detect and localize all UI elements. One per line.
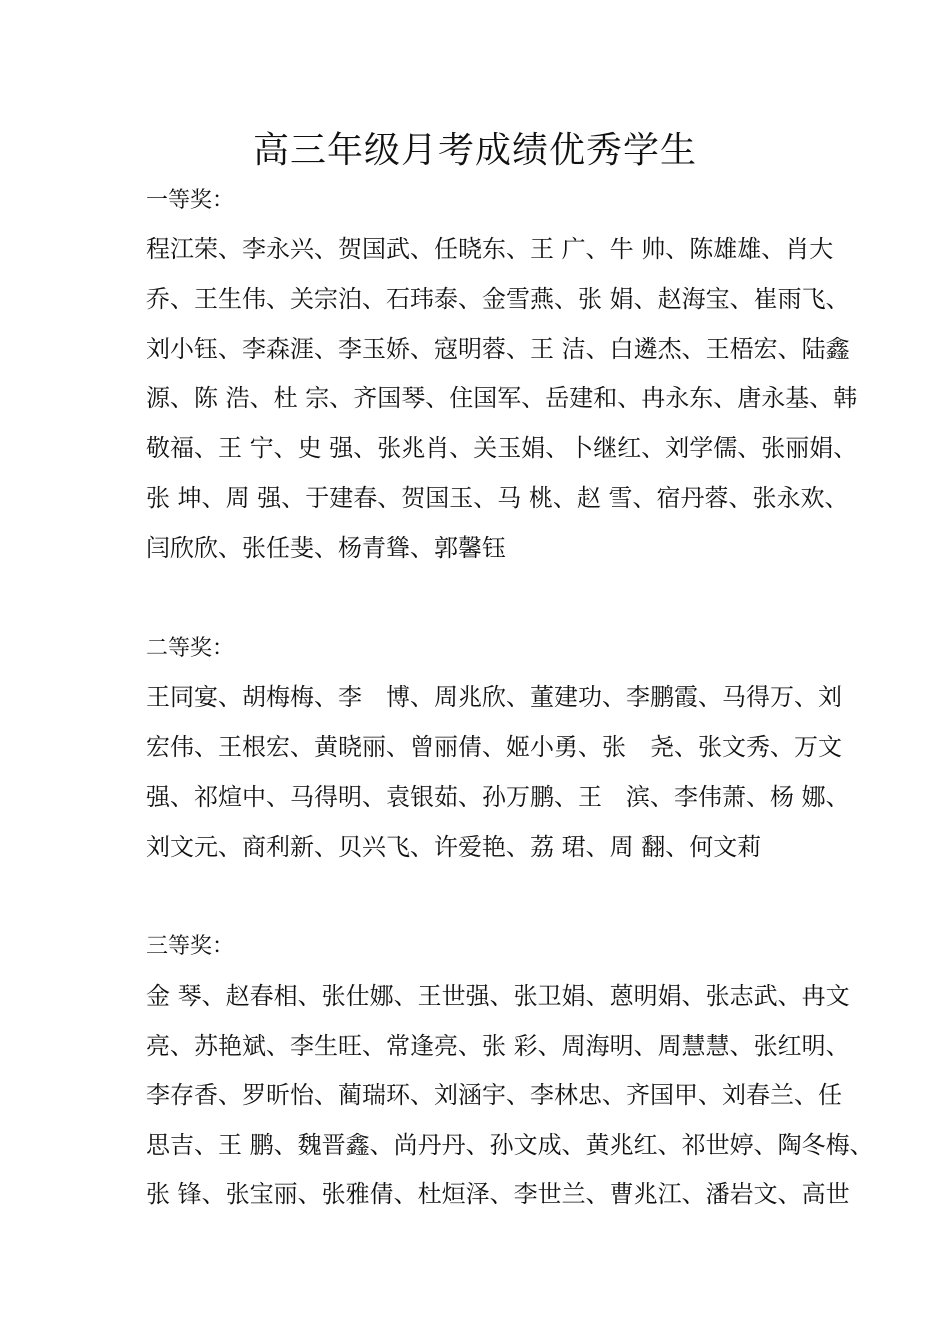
first-prize-line: 源、陈 浩、杜 宗、齐国琴、住国军、岳建和、冉永东、唐永基、韩 [146,384,858,412]
third-prize-line: 李存香、罗昕怡、蔺瑞环、刘涵宇、李林忠、齐国甲、刘春兰、任 [146,1081,842,1109]
second-prize-line: 刘文元、商利新、贝兴飞、许爱艳、荔 珺、周 翻、何文莉 [146,833,762,861]
first-prize-heading: 一等奖： [146,188,235,213]
first-prize-line: 闫欣欣、张任斐、杨青聳、郭馨钰 [146,534,506,562]
document-title: 高三年级月考成绩优秀学生 [252,130,697,171]
first-prize-line: 敬福、王 宁、史 强、张兆肖、关玉娟、卜继红、刘学儒、张丽娟、 [146,434,858,462]
third-prize-line: 思吉、王 鹏、魏晋鑫、尚丹丹、孙文成、黄兆红、祁世婷、陶冬梅、 [146,1131,874,1159]
third-prize-heading: 三等奖： [146,934,235,959]
second-prize-line: 宏伟、王根宏、黄晓丽、曾丽倩、姬小勇、张 尧、张文秀、万文 [146,733,842,761]
first-prize-line: 程江荣、李永兴、贺国武、任晓东、王 广、牛 帅、陈雄雄、肖大 [146,235,834,263]
third-prize-line: 金 琴、赵春相、张仕娜、王世强、张卫娟、蒽明娟、张志武、冉文 [146,982,850,1010]
second-prize-heading: 二等奖： [146,636,235,661]
second-prize-line: 强、祁煊中、马得明、袁银茹、孙万鹏、王 滨、李伟萧、杨 娜、 [146,783,850,811]
third-prize-line: 亮、苏艳斌、李生旺、常逢亮、张 彩、周海明、周慧慧、张红明、 [146,1032,850,1060]
third-prize-line: 张 锋、张宝丽、张雅倩、杜烜泽、李世兰、曹兆江、潘岩文、高世 [146,1180,850,1208]
first-prize-line: 乔、王生伟、关宗泊、石玮泰、金雪燕、张 娟、赵海宝、崔雨飞、 [146,285,850,313]
first-prize-line: 张 坤、周 强、于建春、贺国玉、马 桃、赵 雪、宿丹蓉、张永欢、 [146,484,849,512]
first-prize-line: 刘小钰、李森涯、李玉娇、寇明蓉、王 洁、白遴杰、王梧宏、陆鑫 [146,335,850,363]
second-prize-line: 王同宴、胡梅梅、李 博、周兆欣、董建功、李鹏霞、马得万、刘 [146,683,842,711]
